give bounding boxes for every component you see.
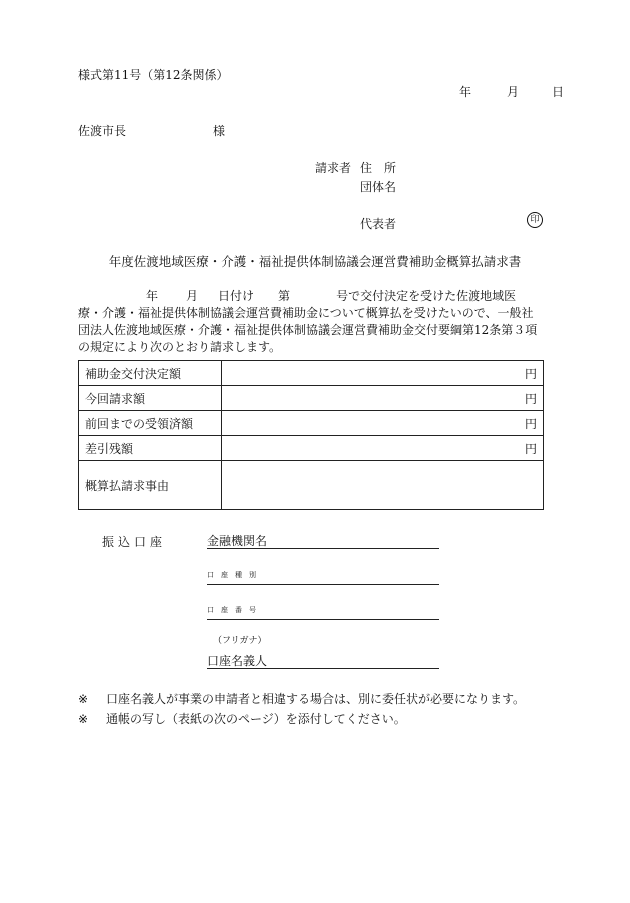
- date-line: [459, 83, 564, 100]
- body-month: 月: [186, 289, 199, 303]
- account-number-field[interactable]: [207, 605, 439, 620]
- table-row: [79, 436, 544, 461]
- row-value-field[interactable]: 円: [222, 361, 544, 386]
- row-value-field[interactable]: 円: [222, 436, 544, 461]
- addressee: [78, 122, 226, 139]
- bank-institution-label: 金融機関名: [207, 534, 268, 548]
- account-type-char: 別: [249, 571, 263, 579]
- addressee-honorific: 様: [213, 124, 226, 138]
- note-item: [78, 690, 525, 707]
- row-value-field[interactable]: 円: [222, 386, 544, 411]
- body-text: [78, 288, 546, 356]
- account-number-char: 口: [207, 606, 221, 614]
- bank-account-label: 振込口座: [102, 535, 167, 549]
- account-type-char: 口: [207, 571, 221, 579]
- body-number-prefix: 第: [278, 289, 291, 303]
- table-row: [79, 361, 544, 386]
- representative-label: 代表者: [360, 217, 397, 231]
- body-year: 年: [146, 289, 159, 303]
- furigana-label: （フリガナ）: [213, 636, 267, 646]
- document-title: 年度佐渡地域医療・介護・福祉提供体制協議会運営費補助金概算払請求書: [108, 254, 522, 269]
- date-day: 日: [552, 85, 565, 99]
- date-month: 月: [507, 85, 520, 99]
- account-type-char: 種: [235, 571, 249, 579]
- account-type-field[interactable]: [207, 570, 439, 585]
- note-mark: ※: [78, 692, 89, 706]
- account-type-char: 座: [221, 571, 235, 579]
- note-text: 口座名義人が事業の申請者と相違する場合は、別に委任状が必要になります。: [106, 692, 526, 706]
- account-number-char: 番: [235, 606, 249, 614]
- requester-label: 請求者: [315, 161, 352, 175]
- body-line-1-text: 号で交付決定を受けた佐渡地域医: [336, 289, 517, 303]
- requester-address-label: 住 所: [360, 161, 397, 175]
- body-line-1: [78, 288, 546, 305]
- bank-institution-field[interactable]: [207, 532, 439, 549]
- reason-field[interactable]: [222, 461, 544, 510]
- note-item: [78, 710, 406, 727]
- body-line-2: 療・介護・福祉提供体制協議会運営費補助金について概算払を受けたいので、一般社: [78, 306, 534, 320]
- account-holder-field[interactable]: [207, 652, 439, 669]
- row-label: 概算払請求事由: [79, 461, 222, 510]
- date-year: 年: [459, 85, 472, 99]
- table-row: [79, 386, 544, 411]
- account-number-char: 号: [249, 606, 263, 614]
- table-row: [79, 411, 544, 436]
- row-label: 前回までの受領済額: [79, 411, 222, 436]
- form-number: 様式第11号（第12条関係）: [78, 68, 229, 82]
- seal-mark: 印: [527, 212, 543, 228]
- row-value-field[interactable]: 円: [222, 411, 544, 436]
- row-label: 差引残額: [79, 436, 222, 461]
- account-holder-label: 口座名義人: [207, 654, 268, 668]
- addressee-name: 佐渡市長: [78, 124, 127, 138]
- table-row: [79, 461, 544, 510]
- note-text: 通帳の写し（表紙の次のページ）を添付してください。: [106, 712, 406, 726]
- row-label: 今回請求額: [79, 386, 222, 411]
- account-number-char: 座: [221, 606, 235, 614]
- note-mark: ※: [78, 712, 89, 726]
- amount-table: [78, 360, 544, 510]
- requester-org-label: 団体名: [360, 180, 397, 194]
- body-line-3: 団法人佐渡地域医療・介護・福祉提供体制協議会運営費補助金交付要綱第12条第３項: [78, 323, 538, 337]
- body-line-4: の規定により次のとおり請求します。: [78, 340, 282, 354]
- row-label: 補助金交付決定額: [79, 361, 222, 386]
- body-dated: 日付け: [218, 289, 255, 303]
